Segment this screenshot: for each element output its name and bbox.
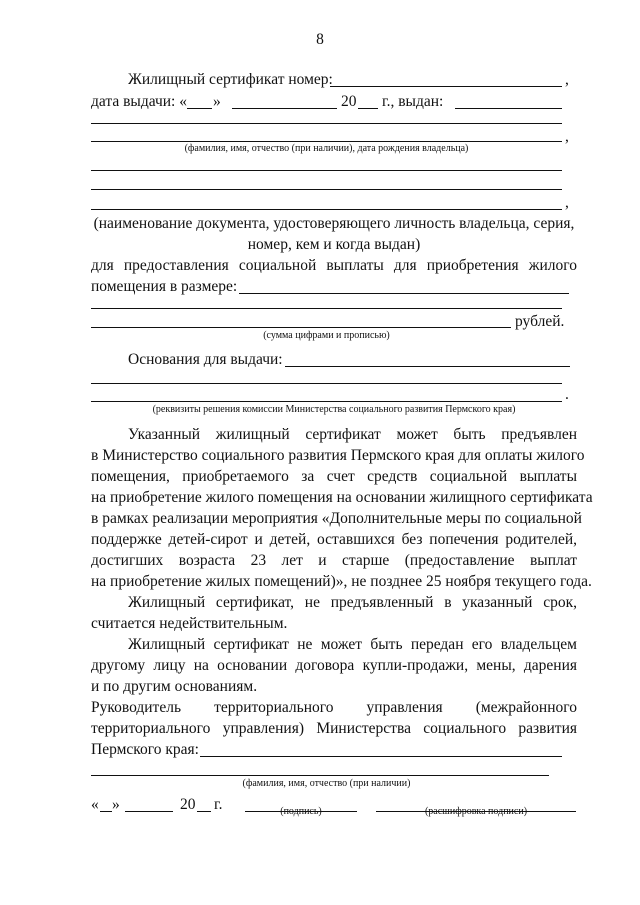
amount-field-1[interactable] [239, 293, 569, 294]
issue-month-field[interactable] [232, 108, 337, 109]
signature-caption: (подпись) [280, 806, 322, 817]
amount-field-3[interactable] [91, 327, 511, 328]
issued-to-label: г., выдан: [382, 93, 444, 110]
head-title-line-2: территориального управления) Министерства социального развития [91, 720, 577, 737]
certificate-number-label: Жилищный сертификат номер: [128, 71, 333, 88]
sign-day-field[interactable] [100, 811, 112, 812]
grounds-field-3[interactable] [91, 401, 562, 402]
head-name-caption: (фамилия, имя, отчество (при наличии) [242, 778, 411, 789]
transfer-line-1: Жилищный сертификат не может быть передан его владельцем [128, 636, 577, 653]
paragraph-line: поддержке детей-сирот и детей, оставшихся без попечения родителей, [91, 531, 577, 548]
owner-line-2[interactable] [91, 141, 562, 142]
grounds-caption: (реквизиты решения комиссии Министерства социального развития Пермского края) [152, 404, 516, 415]
id-document-caption-line-1: (наименование документа, удостоверяющего личность владельца, серия, [93, 215, 575, 232]
amount-field-2[interactable] [91, 308, 562, 309]
invalid-line-2: считается недействительным. [91, 615, 288, 632]
owner-line-1[interactable] [91, 123, 562, 124]
paragraph-line: достигших возраста 23 лет и старше (предоставление выплат [91, 552, 577, 569]
comma: , [565, 71, 569, 88]
paragraph-line: помещения, приобретаемого за счет средств социальной выплаты [91, 468, 577, 485]
purpose-line-2: помещения в размере: [91, 278, 238, 295]
page-number: 8 [316, 31, 324, 48]
id-document-line-3[interactable] [91, 209, 562, 210]
issue-date-close-quote: » [213, 93, 221, 110]
issue-date-label: дата выдачи: « [91, 93, 187, 110]
sign-date-close-quote: » [112, 796, 120, 813]
sign-year-field[interactable] [197, 811, 211, 812]
id-document-line-2[interactable] [91, 189, 562, 190]
comma: , [565, 194, 569, 211]
issue-year-prefix: 20 [341, 93, 357, 110]
rubles-label: рублей. [515, 313, 565, 330]
issue-day-field[interactable] [187, 108, 212, 109]
sign-date-open-quote: « [91, 796, 99, 813]
period: . [565, 386, 569, 403]
certificate-number-field[interactable] [330, 86, 562, 87]
transfer-line-2: другому лицу на основании договора купли-продажи, мены, дарения [91, 657, 577, 674]
issue-year-field[interactable] [358, 108, 378, 109]
head-name-field-2[interactable] [91, 775, 549, 776]
grounds-field-1[interactable] [285, 366, 570, 367]
paragraph-line: Указанный жилищный сертификат может быть предъявлен [128, 426, 577, 443]
grounds-label: Основания для выдачи: [128, 351, 283, 368]
paragraph-line: в рамках реализации мероприятия «Дополнительные меры по социальной [91, 510, 582, 527]
paragraph-line: на приобретение жилого помещения на основании жилищного сертификата [91, 489, 593, 506]
sign-year-suffix: г. [214, 796, 223, 813]
paragraph-line: в Министерство социального развития Пермского края для оплаты жилого [91, 447, 585, 464]
paragraph-line: на приобретение жилых помещений)», не позднее 25 ноября текущего года. [91, 573, 592, 590]
signature-decoding-caption: (расшифровка подписи) [424, 806, 528, 817]
id-document-line-1[interactable] [91, 170, 562, 171]
invalid-line-1: Жилищный сертификат, не предъявленный в указанный срок, [128, 594, 577, 611]
grounds-field-2[interactable] [91, 383, 562, 384]
id-document-caption-line-2: номер, кем и когда выдан) [247, 236, 421, 253]
comma: , [565, 128, 569, 145]
issued-to-field[interactable] [455, 108, 562, 109]
head-title-line-3: Пермского края: [91, 741, 199, 758]
sign-year-prefix: 20 [180, 796, 196, 813]
head-name-field-1[interactable] [200, 756, 562, 757]
head-title-line-1: Руководитель территориального управления (межрайонного [91, 699, 577, 716]
transfer-line-3: и по другим основаниям. [91, 678, 258, 695]
purpose-line-1: для предоставления социальной выплаты для приобретения жилого [91, 257, 577, 274]
owner-caption: (фамилия, имя, отчество (при наличии), дата рождения владельца) [184, 143, 469, 154]
amount-caption: (сумма цифрами и прописью) [263, 330, 390, 341]
sign-month-field[interactable] [125, 811, 173, 812]
